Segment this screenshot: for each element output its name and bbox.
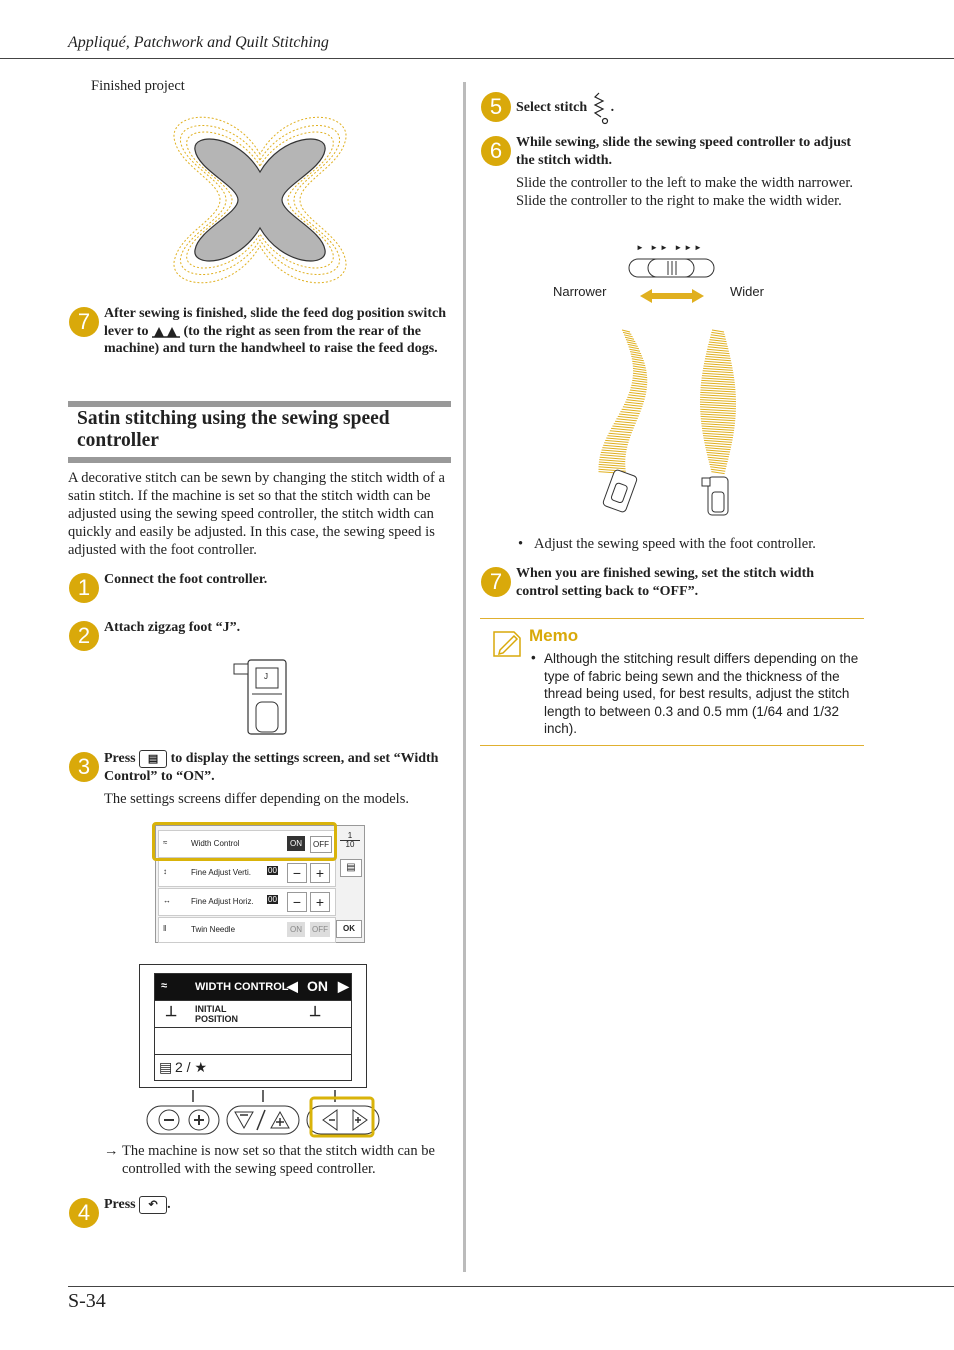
section-rule-top: [68, 401, 451, 407]
lcd-initial-label: INITIAL: [195, 1004, 227, 1014]
step-3-text: [104, 750, 449, 786]
footer-rule: [68, 1286, 954, 1287]
header-rule: [0, 58, 954, 59]
section-rule-bottom: [68, 457, 451, 463]
button-group-3[interactable]: [307, 1106, 379, 1134]
page-total: 10: [340, 840, 360, 849]
step-3-note: The settings screens differ depending on the models.: [104, 791, 409, 807]
presser-foot-wide: [702, 477, 728, 515]
lcd-page-icon: ▤: [159, 1059, 173, 1075]
zigzag-foot-illustration: [230, 658, 292, 736]
memo-text: Although the stitching result differs depending on the type of fabric being sewn and the thickness of the thread being used, for best results, adjust the stitch length to between 0.3 and 0.5 mm (1/64 and 1/32 inch).: [544, 651, 859, 736]
step-7-text-a: After sewing is finished, slide the feed dog position switch lever to: [104, 306, 446, 339]
lcd-width-label: WIDTH CONTROL: [195, 981, 289, 993]
page-down-button[interactable]: [340, 859, 362, 877]
settings-page-icon: ▤: [147, 753, 159, 765]
stitch-width-illustration: [596, 322, 746, 520]
settings-row-fine-horiz: [158, 888, 336, 916]
double-arrow-icon: [638, 287, 706, 305]
bullet-text: Adjust the sewing speed with the foot controller.: [534, 536, 816, 552]
lcd-row-page: [155, 1055, 351, 1081]
back-button[interactable]: [139, 1196, 167, 1214]
running-header: Appliqué, Patchwork and Quilt Stitching: [68, 34, 329, 51]
settings-row-twin-needle: [158, 917, 336, 943]
settings-row-fine-verti: [158, 859, 336, 887]
fine-horiz-label: Fine Adjust Horiz.: [191, 897, 254, 906]
twin-needle-label: Twin Needle: [191, 925, 236, 934]
foot-letter: J: [264, 672, 268, 681]
width-control-off-button[interactable]: OFF: [310, 836, 332, 853]
memo-pencil-icon: [490, 628, 524, 658]
fine-verti-plus-button[interactable]: +: [310, 863, 330, 883]
lcd-left-arrow-icon: ◀: [287, 978, 298, 994]
memo-bullet-dot: •: [531, 650, 536, 665]
width-control-on-button[interactable]: ON: [287, 836, 305, 851]
memo-rule-top: [480, 618, 864, 619]
step-7-final-text: When you are finished sewing, set the stitch width control setting back to “OFF”.: [516, 566, 815, 599]
width-control-label: Width Control: [191, 839, 240, 848]
lcd-panel: [139, 964, 367, 1088]
step-2-badge: 2: [69, 621, 99, 651]
fine-verti-value: 00: [268, 866, 277, 875]
step-4-badge: 4: [69, 1198, 99, 1228]
presser-foot-narrow: [602, 469, 638, 513]
lcd-physical-buttons: [145, 1088, 385, 1140]
page-indicator: [340, 832, 360, 849]
page-current: 1: [347, 831, 353, 840]
bullet-dot: •: [518, 536, 524, 552]
lcd-foot-left-icon: ⊥: [165, 1003, 178, 1019]
ok-button[interactable]: OK: [336, 920, 362, 938]
column-divider: [463, 82, 466, 1272]
lcd-position-label: POSITION: [195, 1014, 239, 1024]
settings-button[interactable]: [139, 750, 167, 768]
lcd-right-arrow-icon: ▶: [338, 978, 349, 994]
step-2-text: Attach zigzag foot “J”.: [104, 620, 241, 635]
speed-slider[interactable]: [628, 256, 716, 282]
step-7-text-b: (to the right as seen from the rear of the machine) and turn the handwheel to raise the feed dogs.: [104, 323, 438, 356]
twin-needle-off-button[interactable]: OFF: [310, 922, 330, 937]
wider-label: Wider: [730, 284, 764, 299]
return-arrow-icon: ↶: [148, 1199, 158, 1211]
lcd-row-initial-position: [155, 1001, 351, 1028]
satin-stitch-icon: [591, 91, 611, 125]
lcd-row-width-control: [155, 974, 351, 1001]
finished-caption: Finished project: [91, 78, 185, 94]
lcd-page-text: 2 / ★: [175, 1059, 208, 1075]
step-7-final-badge: 7: [481, 567, 511, 597]
lcd-foot-right-icon: ⊥: [309, 1003, 322, 1019]
twin-needle-icon: ‖: [163, 924, 167, 933]
button-group-2[interactable]: [227, 1106, 299, 1134]
memo-rule-bottom: [480, 745, 864, 746]
step-3-result: [104, 1142, 444, 1178]
fine-verti-minus-button[interactable]: −: [287, 863, 307, 883]
step-5-label: Select stitch: [516, 100, 588, 116]
fine-verti-label: Fine Adjust Verti.: [191, 868, 252, 877]
step-3-text-b: to display the settings screen, and set “Width Control” to “ON”.: [104, 751, 439, 784]
lcd-row-empty: [155, 1028, 351, 1055]
lcd-width-value: ON: [307, 978, 328, 994]
step-3-badge: 3: [69, 752, 99, 782]
width-control-icon: ≈: [163, 838, 168, 847]
step-1-text: Connect the foot controller.: [104, 572, 268, 587]
zigzag-foot-j-icon: [230, 658, 292, 736]
lcd-width-icon: ≈: [161, 980, 168, 992]
step-1-badge: 1: [69, 573, 99, 603]
step-4-label: Press: [104, 1197, 136, 1213]
lcd-screen: [154, 973, 352, 1081]
step-5-text: Select stitch .: [516, 91, 614, 125]
speed-indicators: ► ►► ►►►: [636, 243, 704, 252]
horizontal-arrows-icon: ↔: [163, 896, 171, 905]
step-3-text-a: Press: [104, 751, 136, 767]
result-text: The machine is now set so that the stitch width can be controlled with the sewing speed controller.: [122, 1143, 435, 1177]
step-6-badge: 6: [481, 136, 511, 166]
intro-paragraph: A decorative stitch can be sewn by changing the stitch width of a satin stitch. If the machine is set so that the stitch width can be adjusted using the sewing speed controller, the stitch width can quickly and easily be adjusted. In this case, the sewing speed is adjusted with the foot controller.: [68, 470, 445, 558]
step-5-badge: 5: [481, 92, 511, 122]
narrower-label: Narrower: [553, 284, 607, 299]
fine-horiz-plus-button[interactable]: +: [310, 892, 330, 912]
step-4-text: Press ↶ .: [104, 1197, 171, 1213]
step-6-body: Slide the controller to the left to make the width narrower. Slide the controller to the right to make the width wider.: [516, 175, 854, 209]
button-group-1[interactable]: [147, 1106, 219, 1134]
step-7-badge: 7: [69, 307, 99, 337]
step-6-text: While sewing, slide the sewing speed controller to adjust the stitch width.: [516, 135, 852, 168]
step-7-feed-dog-text: [104, 305, 449, 358]
page-next-icon: ▤: [346, 862, 356, 873]
width-control-highlight: [152, 822, 337, 861]
vertical-arrows-icon: ↕: [163, 867, 167, 876]
feed-dog-up-icon: [152, 324, 180, 338]
fine-horiz-value: 00: [268, 895, 277, 904]
twin-needle-on-button[interactable]: ON: [287, 922, 305, 937]
memo-title: Memo: [529, 626, 579, 645]
section-title: Satin stitching using the sewing speed controller: [77, 408, 390, 451]
result-arrow: →: [104, 1143, 119, 1159]
page-number: S-34: [68, 1290, 106, 1312]
finished-project-illustration: [170, 112, 350, 288]
fine-horiz-minus-button[interactable]: −: [287, 892, 307, 912]
